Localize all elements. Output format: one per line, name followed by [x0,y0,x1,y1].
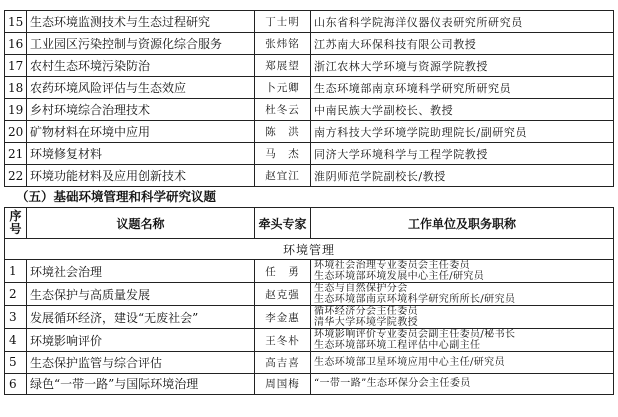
lead-expert: 杜冬云 [255,99,311,121]
header-topic: 议题名称 [27,208,255,239]
work-unit: 中南民族大学副校长、教授 [311,99,614,121]
work-unit-line: 环境社会治理专业委员会主任委员 [314,260,470,271]
table-row [5,283,614,306]
topic-name: 环境修复材料 [27,143,255,165]
lead-expert: 任 勇 [255,260,311,283]
lead-expert: 陈 洪 [255,121,311,143]
group-label: 环境管理 [5,239,614,260]
work-unit-line: 生态环境部卫星环境应用中心主任/研究员 [314,356,505,368]
lead-expert: 赵宜江 [255,165,311,187]
table-row [5,11,614,33]
topic-name: 生态保护与高质量发展 [27,283,255,306]
work-unit [311,329,614,352]
work-unit: 同济大学环境科学与工程学院教授 [311,143,614,165]
basic-management-topic-table [4,207,614,395]
work-unit-line: 清华大学环境学院教授 [314,317,418,328]
work-unit [311,373,614,395]
row-number: 19 [5,99,27,121]
work-unit: 江苏南大环保科技有限公司教授 [311,33,614,55]
row-number: 17 [5,55,27,77]
topic-name: 环境影响评价 [27,329,255,352]
work-unit [311,352,614,374]
topic-name: 生态环境监测技术与生态过程研究 [27,11,255,33]
row-number: 5 [5,352,27,374]
topic-name: 农村生态环境污染防治 [27,55,255,77]
lead-expert: 郑展望 [255,55,311,77]
lead-expert: 王冬朴 [255,329,311,352]
work-unit-line: 生态环境部环境工程评估中心副主任 [314,340,481,351]
row-number: 16 [5,33,27,55]
lead-expert: 高吉喜 [255,352,311,374]
table-row [5,99,614,121]
table-row [5,352,614,374]
work-unit-line: 循环经济分会主任委员 [314,306,418,317]
row-number: 1 [5,260,27,283]
table-row [5,373,614,395]
work-unit-line: “一带一路”生态环保分会主任委员 [314,378,471,390]
work-unit [311,260,614,283]
topic-name: 环境社会治理 [27,260,255,283]
lead-expert: 赵克强 [255,283,311,306]
work-unit [311,283,614,306]
topic-name: 工业园区污染控制与资源化综合服务 [27,33,255,55]
work-unit: 南方科技大学环境学院助理院长/副研究员 [311,121,614,143]
header-seq: 序号 [5,208,27,239]
topic-name: 绿色“一带一路”与国际环境治理 [27,373,255,395]
lead-expert: 张炜铭 [255,33,311,55]
header-lead: 牵头专家 [255,208,311,239]
row-number: 15 [5,11,27,33]
work-unit: 浙江农林大学环境与资源学院教授 [311,55,614,77]
row-number: 6 [5,373,27,395]
lead-expert: 卜元卿 [255,77,311,99]
topic-name: 农药环境风险评估与生态效应 [27,77,255,99]
table-row [5,33,614,55]
topic-name: 发展循环经济，建设“无废社会” [27,306,255,329]
work-unit-line: 生态与自然保护分会 [314,283,408,294]
work-unit: 淮阴师范学院副校长/教授 [311,165,614,187]
row-number: 22 [5,165,27,187]
table-header-row [5,208,614,239]
table-row [5,143,614,165]
work-unit-line: 生态环境部南京环境科学研究所所长/研究员 [314,294,516,305]
topic-table-continued [4,10,614,187]
topic-name: 乡村环境综合治理技术 [27,99,255,121]
table-row [5,260,614,283]
lead-expert: 马 杰 [255,143,311,165]
section-title: （五）基础环境管理和科学研究议题 [16,189,217,204]
row-number: 18 [5,77,27,99]
row-number: 2 [5,283,27,306]
work-unit: 山东省科学院海洋仪器仪表研究所研究员 [311,11,614,33]
table-row [5,77,614,99]
lead-expert: 丁士明 [255,11,311,33]
header-unit: 工作单位及职务职称 [311,208,614,239]
work-unit: 生态环境部南京环境科学研究所研究员 [311,77,614,99]
table-row [5,329,614,352]
table-row [5,55,614,77]
work-unit-line: 生态环境部环境发展中心主任/研究员 [314,271,485,282]
work-unit [311,306,614,329]
row-number: 21 [5,143,27,165]
group-row [5,239,614,260]
table-row [5,165,614,187]
topic-name: 生态保护监管与综合评估 [27,352,255,374]
topic-name: 矿物材料在环境中应用 [27,121,255,143]
table-row [5,121,614,143]
lead-expert: 周国梅 [255,373,311,395]
work-unit-line: 环境影响评价专业委员会副主任委员/秘书长 [314,329,516,340]
lead-expert: 李金惠 [255,306,311,329]
row-number: 3 [5,306,27,329]
row-number: 20 [5,121,27,143]
row-number: 4 [5,329,27,352]
table-row [5,306,614,329]
topic-name: 环境功能材料及应用创新技术 [27,165,255,187]
